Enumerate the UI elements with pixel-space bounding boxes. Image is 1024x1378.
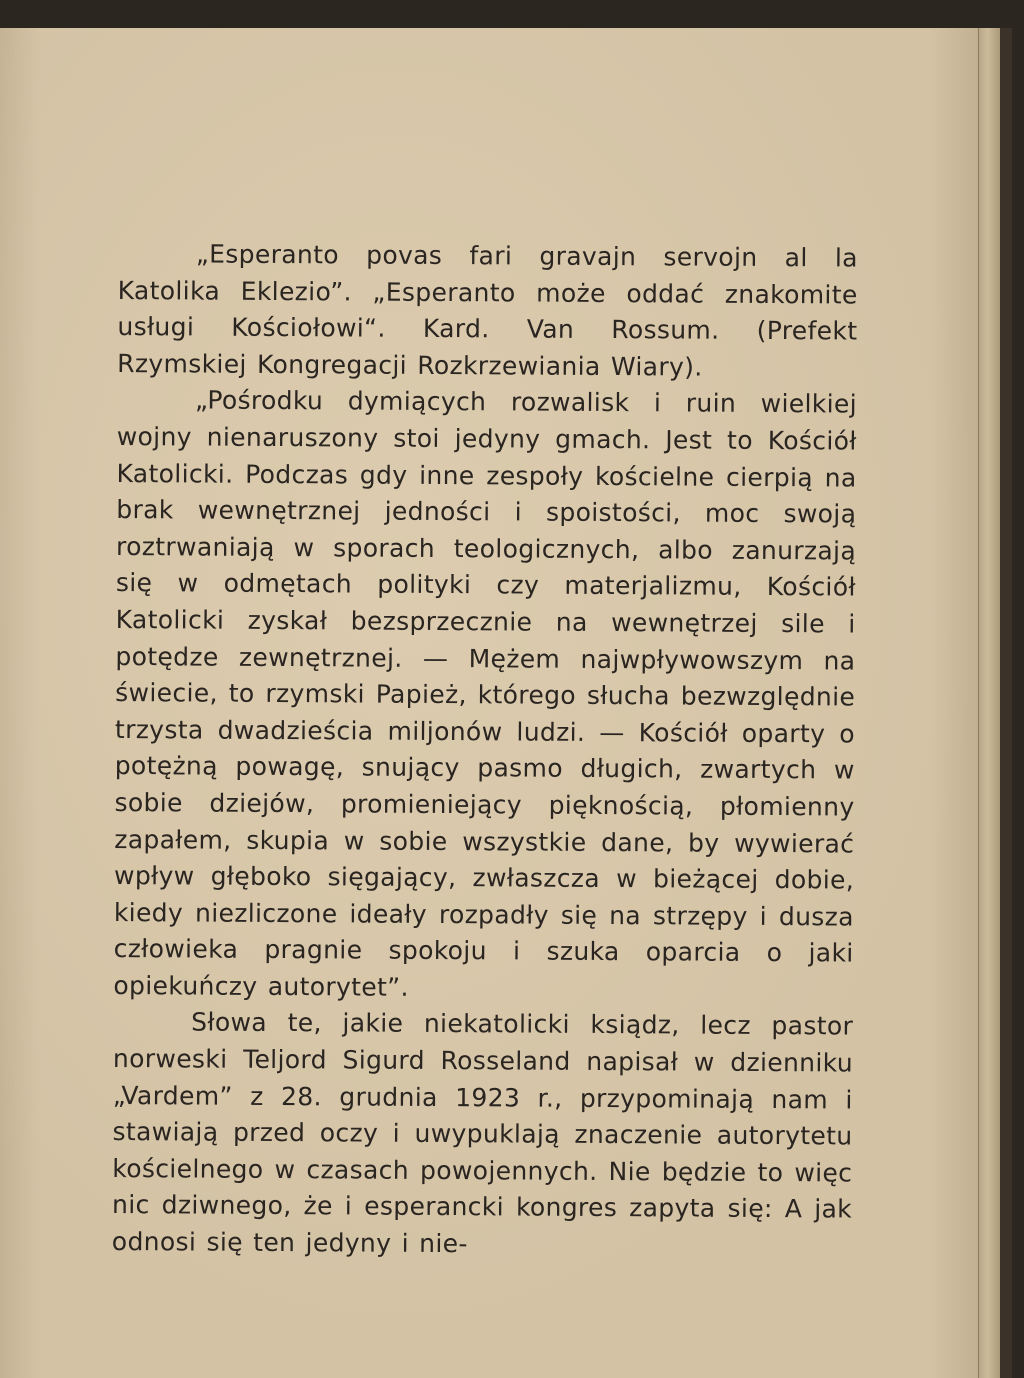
paragraph-main: „Pośrodku dymiących rozwalisk i ruin wielkiej wojny nienaruszony stoi jedyny gmach. Jest to Kościół Katolicki. Podczas gdy inne zespoły kościelne cierpią na brak wewnętrznej jedności i spoistości, moc swoją roztrwaniają w sporach teologicznych, albo zanurzają się w odmętach polityki czy materjalizmu, Kościół Katolicki zyskał bezsprzecznie na wewnętrzej sile i potędze zewnętrznej. — Mężem najwpływowszym na świecie, to rzymski Papież, którego słucha bezwzględnie trzysta dwadzieścia miljonów ludzi. — Kościół oparty o potężną powagę, snujący pasmo długich, zwartych w sobie dziejów, promieniejący pięknością, płomienny zapałem, skupia w sobie wszystkie dane, by wywierać wpływ głęboko sięgający, zwłaszcza w bieżącej dobie, kiedy niezliczone ideały rozpadły się na strzępy i dusza człowieka pragnie spokoju i szuka oparcia o jaki opiekuńczy autorytet”. <box>113 385 858 1002</box>
page-edge <box>978 28 1001 1378</box>
page-text <box>112 236 858 1265</box>
paragraph-commentary: Słowa te, jakie niekatolicki ksiądz, lecz pastor norweski Teljord Sigurd Rosseland napisał w dzienniku „Vardem” z 28. grudnia 1923 r., przypominają nam i stawiają przed oczy i uwypuklają znaczenie autorytetu kościelnego w czasach powojennych. Nie będzie to więc nic dziwnego, że i esperancki kongres zapyta się: A jak odnosi się ten jedyny i nie- <box>111 1007 854 1259</box>
book-cover-edge <box>1000 28 1012 1378</box>
paragraph-quote: „Esperanto povas fari gravajn servojn al la Katolika Eklezio”. „Esperanto może oddać znakomite usługi Kościołowi“. Kard. Van Rossum. (Prefekt Rzymskiej Kongregacji Rozkrzewiania Wiary). <box>117 239 858 382</box>
